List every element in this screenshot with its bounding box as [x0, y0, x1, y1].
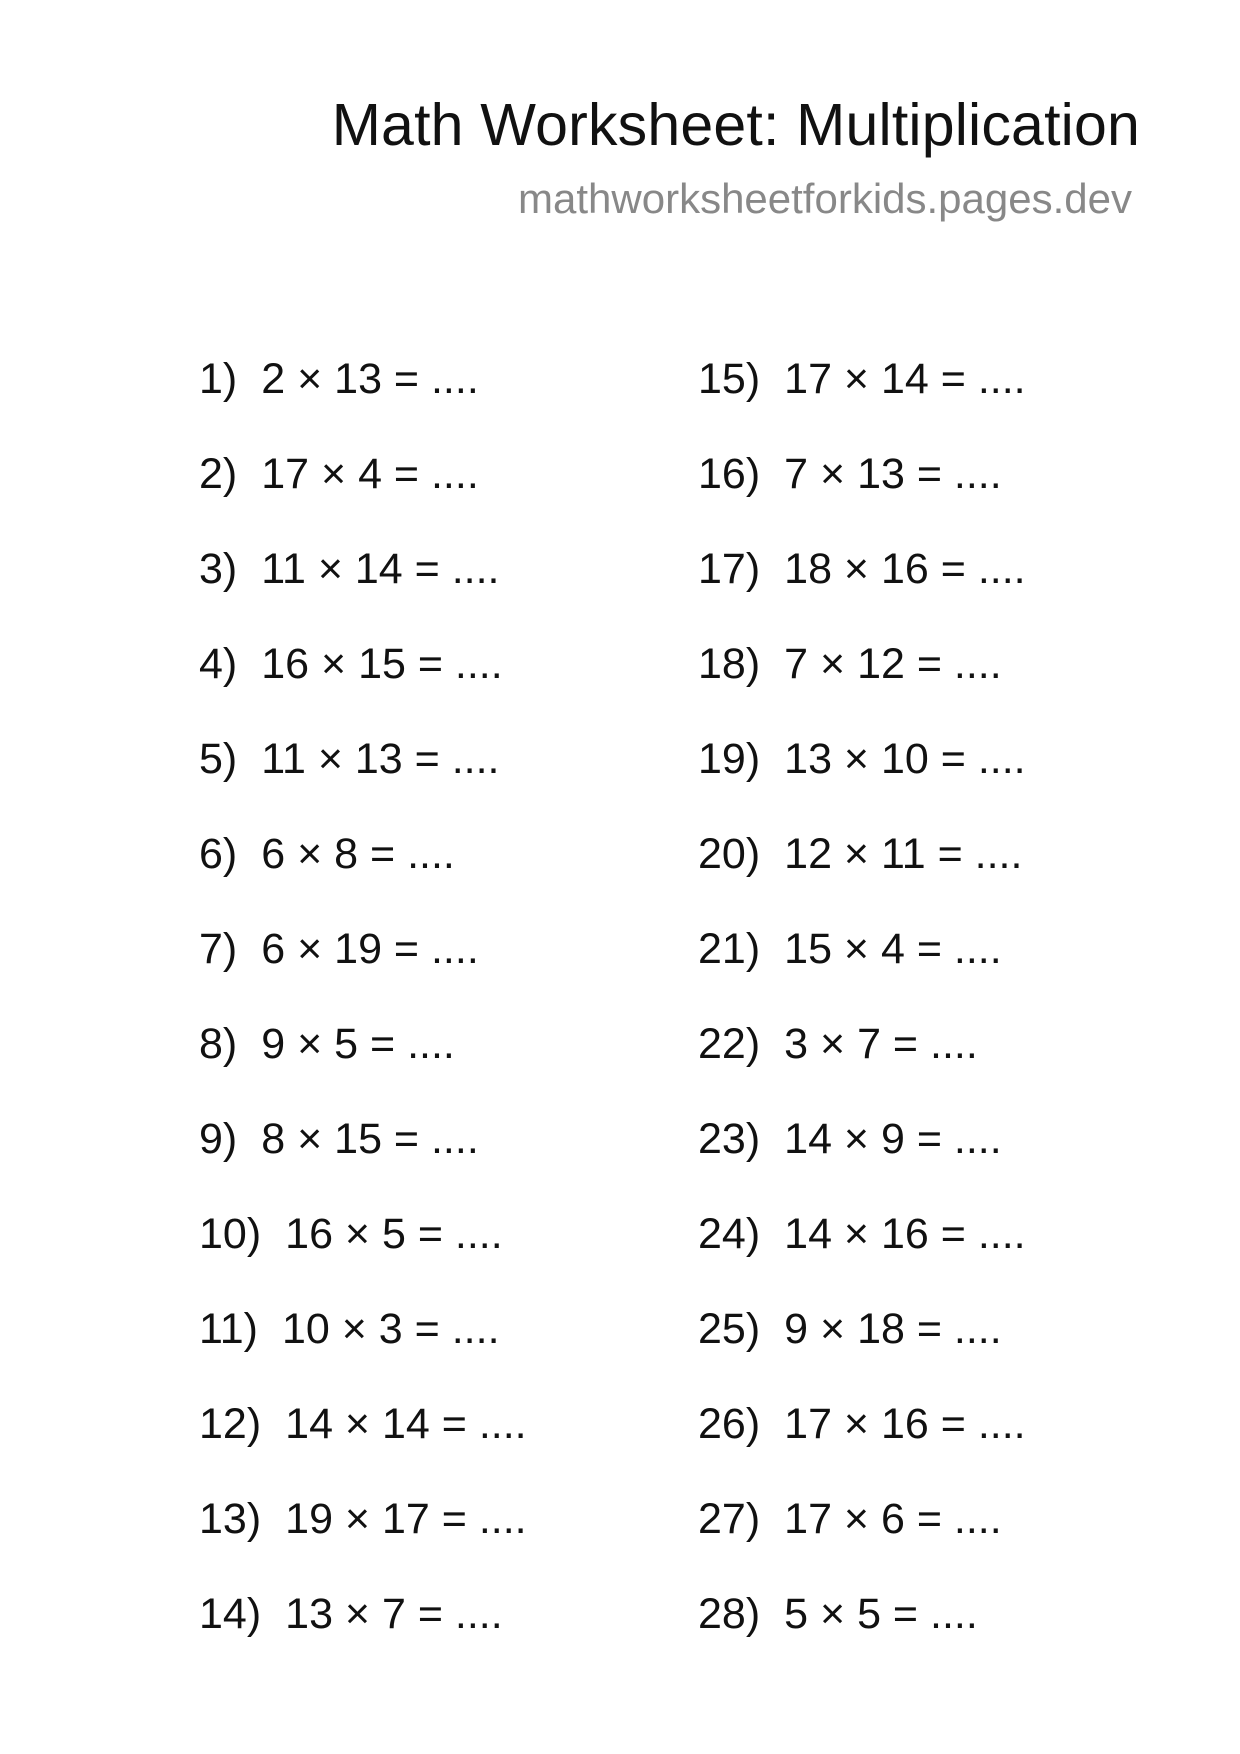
problem-number: 16) [698, 450, 761, 498]
problem-expression: 9 × 18 = .... [784, 1305, 1002, 1353]
problem-item [199, 1108, 527, 1203]
problem-item [199, 633, 527, 728]
problem-expression: 12 × 11 = .... [784, 830, 1023, 878]
problem-item [698, 1203, 1026, 1298]
problem-expression: 3 × 7 = .... [784, 1020, 978, 1068]
problem-number: 12) [199, 1400, 262, 1448]
problem-item [698, 348, 1026, 443]
problem-number: 9) [199, 1115, 238, 1163]
problem-item [698, 728, 1026, 823]
problem-number: 20) [698, 830, 761, 878]
problem-item [698, 1488, 1026, 1583]
problem-item [199, 443, 527, 538]
problem-item [698, 1393, 1026, 1488]
problem-expression: 10 × 3 = .... [281, 1305, 500, 1353]
problem-number: 18) [698, 640, 761, 688]
problem-number: 7) [199, 925, 238, 973]
problem-item [199, 823, 527, 918]
problem-expression: 5 × 5 = .... [784, 1590, 978, 1638]
problem-number: 22) [698, 1020, 761, 1068]
problem-expression: 11 × 14 = .... [261, 545, 500, 593]
problem-expression: 13 × 7 = .... [285, 1590, 503, 1638]
problem-expression: 8 × 15 = .... [261, 1115, 479, 1163]
problem-number: 2) [199, 450, 238, 498]
problem-number: 28) [698, 1590, 761, 1638]
problem-expression: 15 × 4 = .... [784, 925, 1002, 973]
page-subtitle: mathworksheetforkids.pages.dev [518, 174, 1132, 222]
problem-item [698, 1013, 1026, 1108]
problem-expression: 19 × 17 = .... [285, 1495, 527, 1543]
problem-expression: 6 × 19 = .... [261, 925, 479, 973]
problem-expression: 17 × 14 = .... [784, 355, 1026, 403]
problem-item [199, 348, 527, 443]
problem-item [199, 1393, 527, 1488]
problem-expression: 6 × 8 = .... [261, 830, 455, 878]
problem-number: 27) [698, 1495, 761, 1543]
problem-item [199, 1013, 527, 1108]
problem-expression: 13 × 10 = .... [784, 735, 1026, 783]
problem-number: 4) [199, 640, 238, 688]
problem-item [698, 1583, 1026, 1678]
problem-item [698, 538, 1026, 633]
problem-expression: 14 × 16 = .... [784, 1210, 1026, 1258]
problem-item [199, 728, 527, 823]
problem-number: 24) [698, 1210, 761, 1258]
problem-number: 14) [199, 1590, 262, 1638]
page-title: Math Worksheet: Multiplication [331, 92, 1140, 158]
problem-expression: 7 × 13 = .... [784, 450, 1002, 498]
problem-item [698, 1298, 1026, 1393]
problem-number: 11) [199, 1305, 258, 1353]
problem-number: 6) [199, 830, 238, 878]
problem-expression: 17 × 4 = .... [261, 450, 479, 498]
problem-expression: 16 × 15 = .... [261, 640, 503, 688]
problem-column-right [698, 348, 1026, 1678]
problem-number: 23) [698, 1115, 761, 1163]
problem-number: 21) [698, 925, 761, 973]
problem-item [698, 823, 1026, 918]
problem-number: 25) [698, 1305, 761, 1353]
problem-column-left [199, 348, 527, 1678]
problem-expression: 17 × 16 = .... [784, 1400, 1026, 1448]
problem-item [199, 1583, 527, 1678]
problem-number: 8) [199, 1020, 238, 1068]
problem-item [698, 443, 1026, 538]
problem-number: 10) [199, 1210, 262, 1258]
problem-expression: 14 × 14 = .... [285, 1400, 527, 1448]
problem-item [698, 918, 1026, 1013]
problem-expression: 11 × 13 = .... [261, 735, 500, 783]
problem-number: 15) [698, 355, 761, 403]
problem-number: 3) [199, 545, 238, 593]
problem-expression: 9 × 5 = .... [261, 1020, 455, 1068]
problem-expression: 16 × 5 = .... [285, 1210, 503, 1258]
problem-expression: 18 × 16 = .... [784, 545, 1026, 593]
problem-number: 26) [698, 1400, 761, 1448]
problem-number: 17) [698, 545, 761, 593]
problem-number: 1) [199, 355, 238, 403]
problem-number: 13) [199, 1495, 262, 1543]
problem-item [199, 1488, 527, 1583]
problem-number: 19) [698, 735, 761, 783]
problem-number: 5) [199, 735, 238, 783]
problem-item [199, 1298, 527, 1393]
problem-expression: 17 × 6 = .... [784, 1495, 1002, 1543]
problem-expression: 7 × 12 = .... [784, 640, 1002, 688]
problem-item [199, 918, 527, 1013]
problem-expression: 14 × 9 = .... [784, 1115, 1002, 1163]
worksheet-header [332, 92, 1140, 224]
problem-item [698, 633, 1026, 728]
problem-item [199, 538, 527, 633]
problem-item [199, 1203, 527, 1298]
problem-item [698, 1108, 1026, 1203]
problem-expression: 2 × 13 = .... [261, 355, 479, 403]
